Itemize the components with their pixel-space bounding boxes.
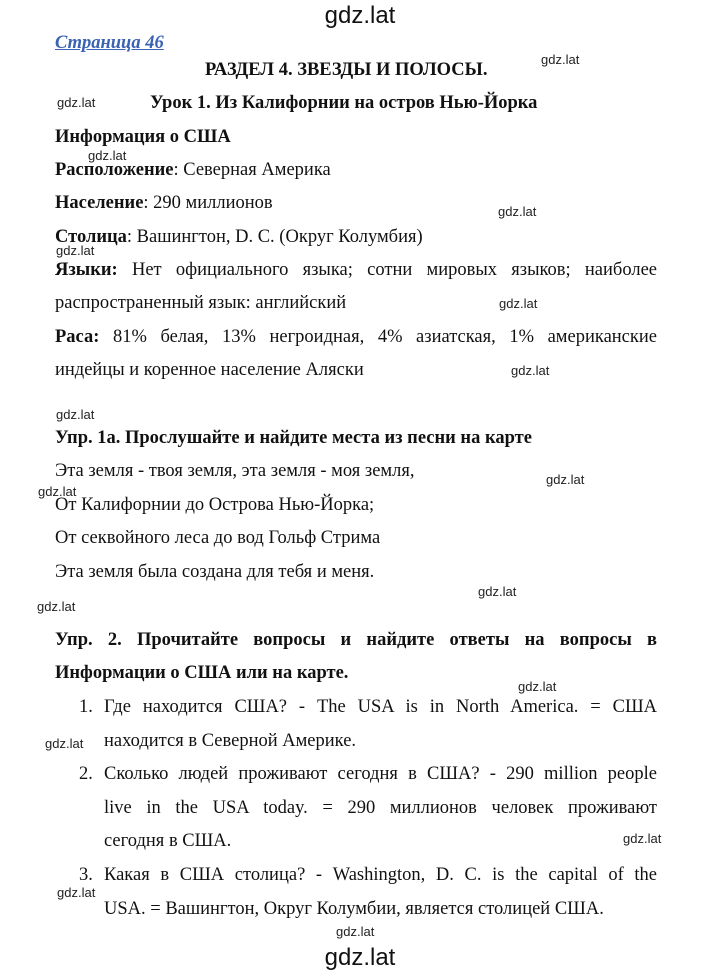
song-line: От Калифорнии до Острова Нью-Йорка; [55, 495, 375, 515]
capital-label: Столица [55, 227, 127, 247]
section-title: РАЗДЕЛ 4. ЗВЕЗДЫ И ПОЛОСЫ. [205, 60, 488, 80]
page-link[interactable]: Страница 46 [55, 33, 164, 53]
list-item-line: сегодня в США. [104, 831, 232, 851]
languages-label: Языки: [55, 260, 118, 280]
ex2-title-line2: Информации о США или на карте. [55, 663, 349, 683]
watermark-bottom: gdz.lat [324, 944, 396, 971]
list-item-line: находится в Северной Америке. [104, 731, 357, 751]
list-item-line: live in the USA today. = 290 миллионов человек проживают [104, 798, 657, 818]
location-label: Расположение [55, 160, 174, 180]
watermark-small: gdz.lat [546, 472, 585, 487]
watermark-small: gdz.lat [57, 95, 96, 110]
info-race-line1 [55, 327, 657, 348]
watermark-small: gdz.lat [541, 52, 580, 67]
population-label: Население [55, 193, 144, 213]
watermark-small: gdz.lat [45, 736, 84, 751]
watermark-small: gdz.lat [38, 484, 77, 499]
song-line: Эта земля была создана для тебя и меня. [55, 562, 375, 582]
capital-value: : Вашингтон, D. C. (Округ Колумбия) [126, 227, 423, 247]
watermark-small: gdz.lat [511, 363, 550, 378]
info-languages-line2: распространенный язык: английский [55, 293, 347, 313]
song-line: От секвойного леса до вод Гольф Стрима [55, 528, 381, 548]
watermark-small: gdz.lat [478, 584, 517, 599]
watermark-small: gdz.lat [88, 148, 127, 163]
list-item-line: Сколько людей проживают сегодня в США? - 290 million people [104, 764, 657, 784]
watermark-top: gdz.lat [324, 2, 396, 29]
info-race-line2: индейцы и коренное население Аляски [55, 360, 364, 380]
list-item-number: 1. [79, 697, 93, 717]
info-population [55, 193, 273, 214]
race-label: Раса: [55, 327, 100, 347]
info-heading: Информация о США [55, 127, 231, 147]
list-item-number: 3. [79, 865, 93, 885]
race-line1: 81% белая, 13% негроидная, 4% азиатская, 1% американские [99, 327, 657, 347]
population-value: : 290 миллионов [143, 193, 273, 213]
info-location [55, 160, 331, 181]
watermark-small: gdz.lat [37, 599, 76, 614]
info-capital [55, 227, 423, 248]
ex1a-title: Упр. 1а. Прослушайте и найдите места из песни на карте [55, 428, 532, 448]
list-item-line: Где находится США? - The USA is in North America. = США [104, 697, 657, 717]
watermark-small: gdz.lat [56, 243, 95, 258]
watermark-small: gdz.lat [498, 204, 537, 219]
languages-line1: Нет официального языка; сотни мировых языков; наиболее [117, 260, 657, 280]
watermark-small: gdz.lat [499, 296, 538, 311]
info-languages-line1 [55, 260, 657, 281]
song-line: Эта земля - твоя земля, эта земля - моя земля, [55, 461, 415, 481]
watermark-small: gdz.lat [623, 831, 662, 846]
list-item-number: 2. [79, 764, 93, 784]
watermark-small: gdz.lat [56, 407, 95, 422]
watermark-small: gdz.lat [57, 885, 96, 900]
list-item-line: Какая в США столица? - Washington, D. C. is the capital of the [104, 865, 657, 885]
watermark-small: gdz.lat [336, 924, 375, 939]
watermark-small: gdz.lat [518, 679, 557, 694]
list-item-line: USA. = Вашингтон, Округ Колумбии, является столицей США. [104, 899, 604, 919]
ex2-title-line1: Упр. 2. Прочитайте вопросы и найдите ответы на вопросы в [55, 630, 657, 650]
location-value: : Северная Америка [173, 160, 331, 180]
lesson-title: Урок 1. Из Калифорнии на остров Нью-Йорка [150, 93, 538, 113]
